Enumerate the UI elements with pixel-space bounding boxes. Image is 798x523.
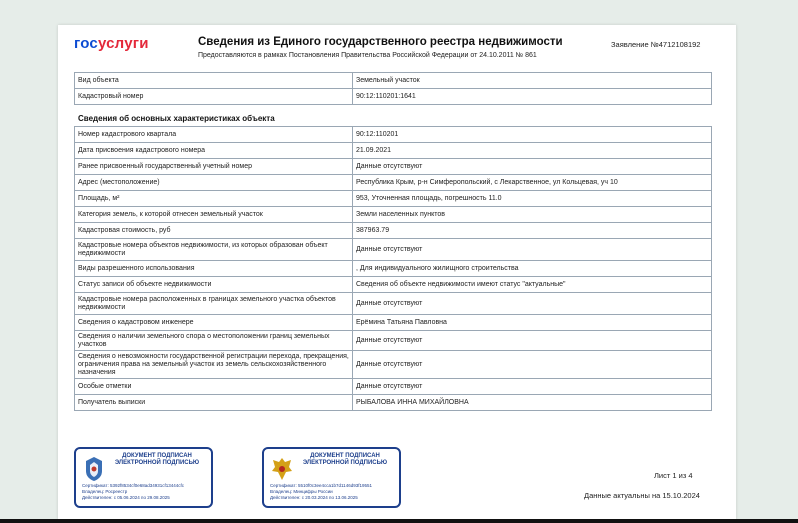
- document-page: [58, 25, 736, 520]
- coat-of-arms-icon: [82, 455, 106, 483]
- row-label: Виды разрешенного использования: [75, 261, 353, 277]
- row-value: 953, Уточненная площадь, погрешность 11.0: [353, 191, 712, 207]
- table-row: [75, 207, 712, 223]
- table-row: [75, 127, 712, 143]
- table-row: [75, 395, 712, 411]
- gosuslugi-logo: [74, 35, 149, 52]
- row-label: Номер кадастрового квартала: [75, 127, 353, 143]
- row-label: Категория земель, к которой отнесен земельный участок: [75, 207, 353, 223]
- table-row: [75, 191, 712, 207]
- row-value: 387963.79: [353, 223, 712, 239]
- stamp-certificate: Сертификат: 5510f0c3ee4cca1b7d1146d93f19551: [270, 483, 372, 488]
- stamp-owner: Владелец: Росреестр: [82, 489, 128, 494]
- characteristics-table: [74, 126, 712, 411]
- sheet-number: Лист 1 из 4: [654, 471, 693, 480]
- row-label: Получатель выписки: [75, 395, 353, 411]
- table-row: [75, 315, 712, 331]
- row-label: Кадастровые номера объектов недвижимости, из которых образован объект недвижимости: [75, 239, 353, 261]
- stamp-validity: Действителен: с 20.03.2024 по 13.06.2025: [270, 495, 358, 500]
- row-label: Адрес (местоположение): [75, 175, 353, 191]
- object-summary-table: [74, 72, 712, 105]
- e-signature-stamp-1: [74, 447, 213, 508]
- row-value: 90:12:110201:1641: [353, 89, 712, 105]
- table-row: [75, 89, 712, 105]
- stamp-certificate: Сертификат: 5392f8534cf0e68ad34931cf13444cfc: [82, 483, 185, 488]
- document-subtitle: Предоставляются в рамках Постановления Правительства Российской Федерации от 24.10.2011 № 861: [198, 52, 537, 59]
- row-label: Сведения о кадастровом инженере: [75, 315, 353, 331]
- row-label: Сведения о невозможности государственной регистрации перехода, прекращения, ограничения права на земельный участок из земель сельскохозяйственного назначения: [75, 351, 353, 379]
- row-label: Особые отметки: [75, 379, 353, 395]
- row-label: Статус записи об объекте недвижимости: [75, 277, 353, 293]
- section-title: Сведения об основных характеристиках объекта: [78, 114, 275, 123]
- row-value: Данные отсутствуют: [353, 379, 712, 395]
- row-value: Земельный участок: [353, 73, 712, 89]
- eagle-emblem-icon: [270, 455, 294, 483]
- stamp-validity: Действителен: с 05.06.2024 по 29.08.2025: [82, 495, 170, 500]
- row-label: Кадастровый номер: [75, 89, 353, 105]
- table-row: [75, 159, 712, 175]
- table-row: [75, 175, 712, 191]
- row-value: Данные отсутствуют: [353, 159, 712, 175]
- row-value: 90:12:110201: [353, 127, 712, 143]
- row-label: Дата присвоения кадастрового номера: [75, 143, 353, 159]
- table-row: [75, 261, 712, 277]
- row-label: Ранее присвоенный государственный учетный номер: [75, 159, 353, 175]
- table-row: [75, 239, 712, 261]
- logo-part-gos: гос: [74, 35, 98, 52]
- row-value: Сведения об объекте недвижимости имеют статус "актуальные": [353, 277, 712, 293]
- row-value: РЫБАЛОВА ИННА МИХАЙЛОВНА: [353, 395, 712, 411]
- row-label: Кадастровая стоимость, руб: [75, 223, 353, 239]
- e-signature-stamp-2: [262, 447, 401, 508]
- table-row: [75, 143, 712, 159]
- table-row: [75, 277, 712, 293]
- row-label: Кадастровые номера расположенных в границах земельного участка объектов недвижимости: [75, 293, 353, 315]
- row-value: , Для индивидуального жилищного строительства: [353, 261, 712, 277]
- row-value: Республика Крым, р-н Симферопольский, с Лекарственное, ул Кольцевая, уч 10: [353, 175, 712, 191]
- bottom-edge: [0, 519, 798, 523]
- row-value: Земли населенных пунктов: [353, 207, 712, 223]
- row-value: Данные отсутствуют: [353, 351, 712, 379]
- stamp-title: ДОКУМЕНТ ПОДПИСАН ЭЛЕКТРОННОЙ ПОДПИСЬЮ: [114, 453, 200, 466]
- row-label: Площадь, м²: [75, 191, 353, 207]
- data-actual-date: Данные актуальны на 15.10.2024: [584, 491, 700, 500]
- table-row: [75, 379, 712, 395]
- logo-part-uslugi: услуги: [97, 35, 149, 52]
- stamp-owner: Владелец: Минцифры России: [270, 489, 333, 494]
- table-row: [75, 331, 712, 351]
- row-value: Данные отсутствуют: [353, 239, 712, 261]
- table-row: [75, 73, 712, 89]
- row-label: Вид объекта: [75, 73, 353, 89]
- document-title: Сведения из Единого государственного реестра недвижимости: [198, 36, 563, 48]
- row-value: 21.09.2021: [353, 143, 712, 159]
- table-row: [75, 223, 712, 239]
- table-row: [75, 293, 712, 315]
- application-number: Заявление №4712108192: [611, 40, 701, 49]
- table-row: [75, 351, 712, 379]
- row-value: Данные отсутствуют: [353, 293, 712, 315]
- row-value: Ерёмина Татьяна Павловна: [353, 315, 712, 331]
- row-label: Сведения о наличии земельного спора о местоположении границ земельных участков: [75, 331, 353, 351]
- stamp-title: ДОКУМЕНТ ПОДПИСАН ЭЛЕКТРОННОЙ ПОДПИСЬЮ: [302, 453, 388, 466]
- row-value: Данные отсутствуют: [353, 331, 712, 351]
